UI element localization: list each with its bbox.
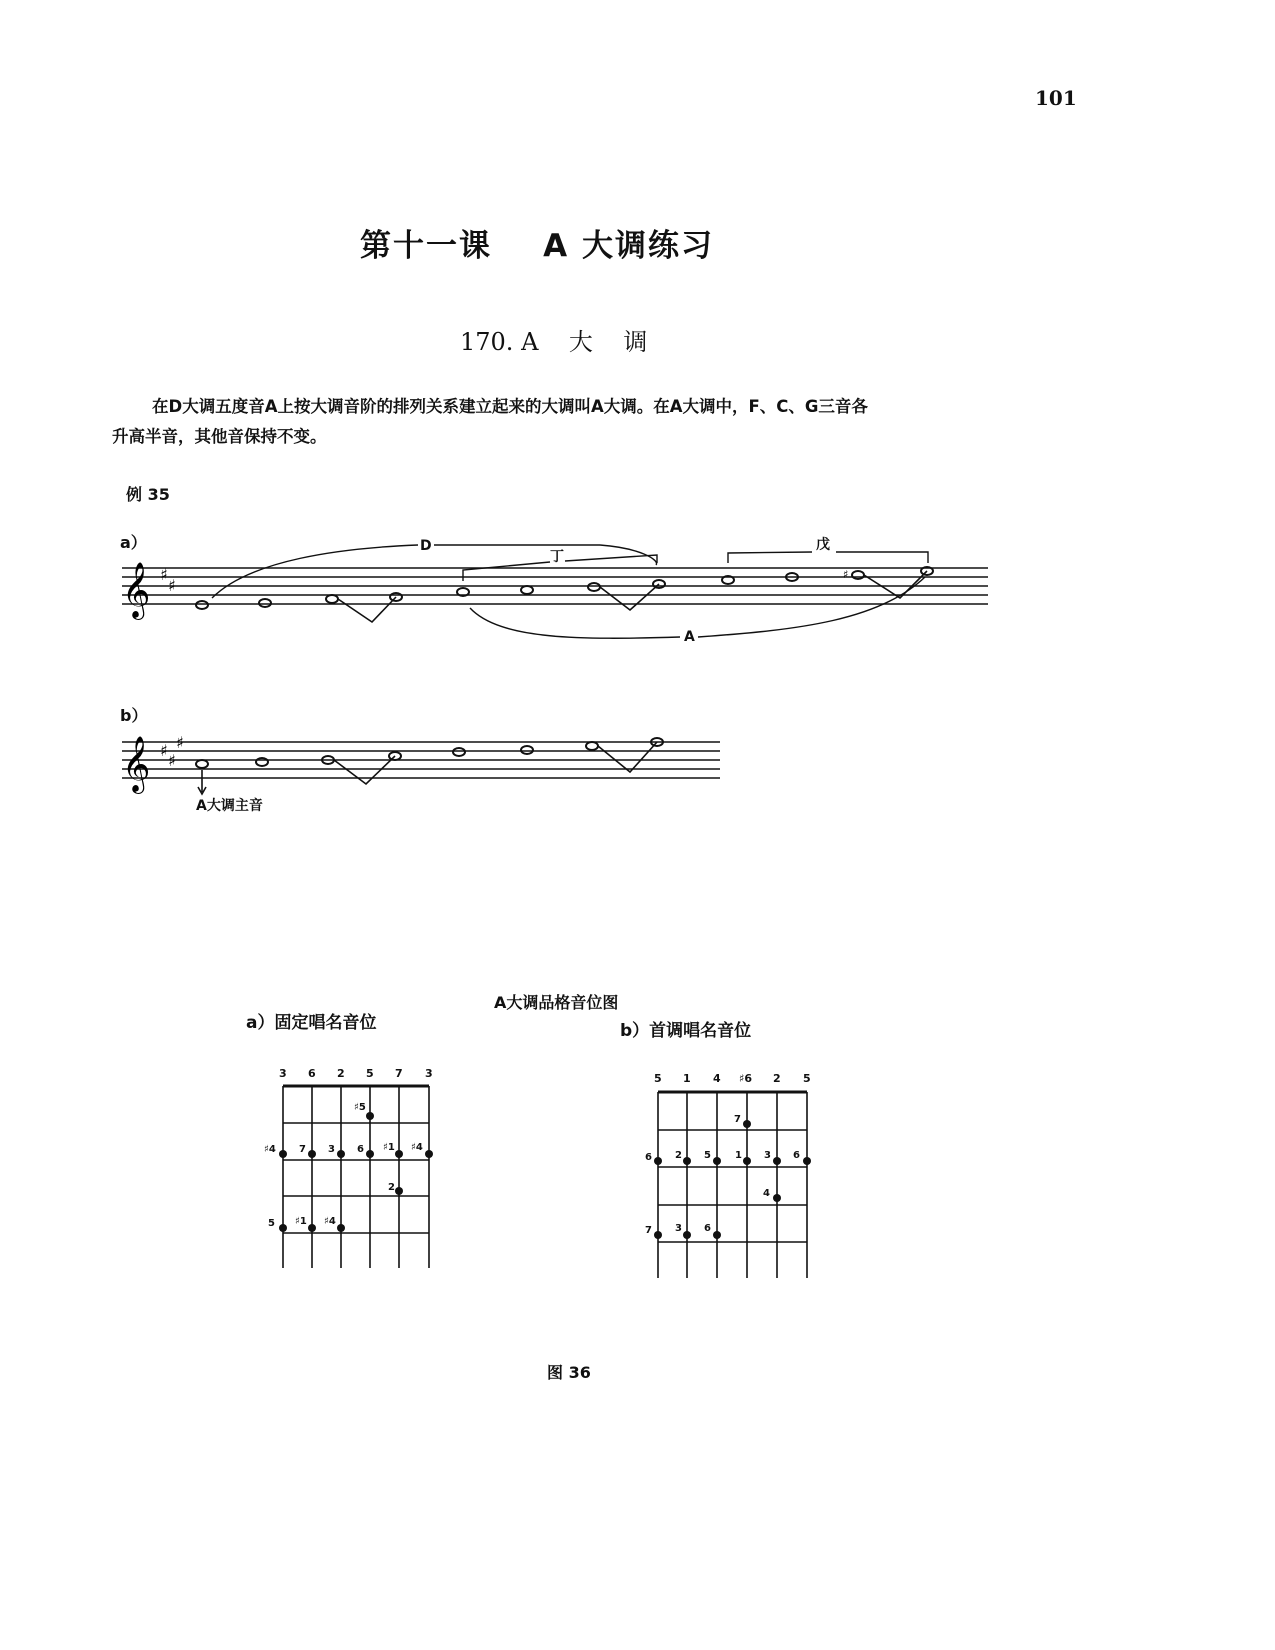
svg-text:3: 3 [675,1223,682,1234]
fretboard-a-top-notes [279,1067,433,1080]
fret-b-top-note: 4 [713,1072,721,1085]
fret-b-top-note: 1 [683,1072,691,1085]
fret-b-top-note: 5 [803,1072,811,1085]
treble-clef-icon: 𝄞 [122,736,151,792]
svg-text:7: 7 [645,1225,652,1236]
fretboard-b-top-notes [654,1072,811,1085]
fret-b-top-note: 5 [654,1072,662,1085]
svg-text:3: 3 [764,1150,771,1161]
fretboard-b-label: b）首调唱名音位 [620,1021,752,1041]
paragraph-line-1: 在D大调五度音A上按大调音阶的排列关系建立起来的大调叫A大调。在A大调中，F、C、G三音各 [152,397,868,416]
fret-b-top-note: ♯6 [739,1072,752,1085]
svg-text:4: 4 [763,1188,770,1199]
svg-text:2: 2 [675,1150,682,1161]
fret-b-top-note: 2 [773,1072,781,1085]
fretboard-a-grid [283,1086,429,1268]
fret-a-top-note: 6 [308,1067,316,1080]
fretboard-a-dots [279,1112,433,1232]
section-title: 170. A 大 调 [460,328,648,356]
svg-text:♯1: ♯1 [383,1142,395,1153]
figure-title: A大调品格音位图 [494,993,619,1012]
bracket-label-wu: 戊 [816,537,830,553]
svg-text:2: 2 [388,1182,395,1193]
fret-a-top-note: 2 [337,1067,345,1080]
fret-a-top-note: 3 [425,1067,433,1080]
svg-text:6: 6 [645,1152,652,1163]
staff-a-label: a） [120,533,147,552]
bracket-label-ding: 丁 [550,549,564,565]
page-number: 101 [1035,86,1077,110]
fret-a-top-note: 7 [395,1067,403,1080]
sharp-icon: ♯ [168,576,176,595]
paragraph-line-2: 升高半音，其他音保持不变。 [112,427,327,446]
svg-text:♯4: ♯4 [324,1216,336,1227]
figure-caption: 图 36 [547,1363,591,1382]
svg-text:7: 7 [299,1144,306,1155]
svg-text:6: 6 [793,1150,800,1161]
svg-text:♯5: ♯5 [354,1102,366,1113]
bracket-label-d: D [420,538,432,554]
sharp-icon: ♯ [168,751,176,770]
svg-text:6: 6 [704,1223,711,1234]
sharp-icon: ♯ [160,741,168,760]
tonic-note-label: A大调主音 [196,798,263,814]
svg-text:♯4: ♯4 [411,1142,423,1153]
lesson-title: 第十一课 A 大调练习 [360,228,714,264]
staff-b-label: b） [120,706,148,725]
sharp-icon: ♯ [176,733,184,752]
fret-a-top-note: 3 [279,1067,287,1080]
fretboard-b-grid [658,1092,807,1278]
svg-text:6: 6 [357,1144,364,1155]
treble-clef-icon: 𝄞 [122,562,151,618]
svg-text:7: 7 [734,1114,741,1125]
sharp-icon: ♯ [160,565,168,584]
fretboard-a-label: a）固定唱名音位 [246,1013,377,1033]
sharp-icon: ♯ [843,568,849,581]
staff-a-notes [196,567,933,609]
example-label: 例 35 [126,485,170,504]
staff-a-brackets [212,545,928,638]
svg-text:5: 5 [704,1150,711,1161]
fret-a-top-note: 5 [366,1067,374,1080]
svg-text:5: 5 [268,1218,275,1229]
svg-text:1: 1 [735,1150,742,1161]
svg-text:♯4: ♯4 [264,1144,276,1155]
svg-text:♯1: ♯1 [295,1216,307,1227]
svg-text:3: 3 [328,1144,335,1155]
fretboard-b-dots [654,1120,811,1239]
bracket-label-a: A [684,629,695,645]
